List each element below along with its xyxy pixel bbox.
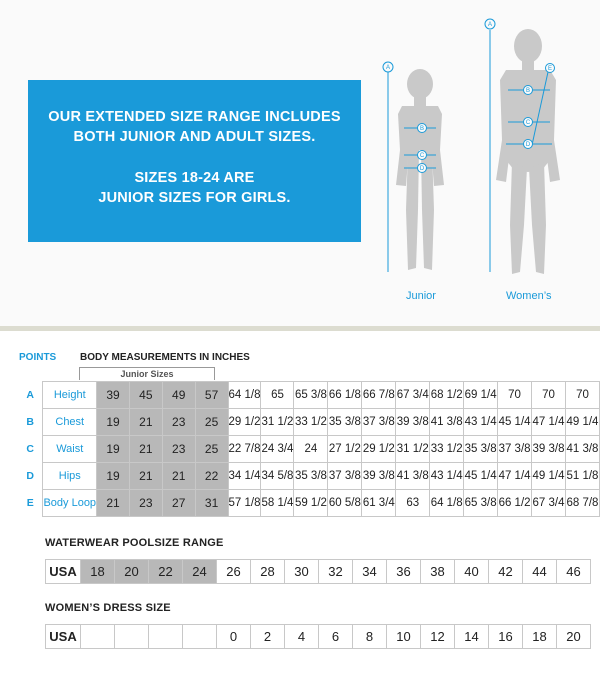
measurement-label: Waist xyxy=(43,436,97,463)
measurement-cell: 31 xyxy=(195,490,228,517)
measurement-cell: 41 3/8 xyxy=(565,436,599,463)
banner-line: OUR EXTENDED SIZE RANGE INCLUDES xyxy=(48,109,341,125)
adult-size-cell: 42 xyxy=(489,560,523,584)
body-measurements-header: BODY MEASUREMENTS IN INCHES xyxy=(80,352,250,363)
body-measurements-table xyxy=(18,381,600,517)
measurement-cell: 70 xyxy=(498,382,532,409)
womens-marker-b: B xyxy=(525,88,531,94)
junior-size-cell xyxy=(183,625,217,649)
measurement-cell: 29 1/2 xyxy=(362,436,396,463)
waterwear-size-table xyxy=(45,559,591,584)
measurement-cell: 59 1/2 xyxy=(294,490,328,517)
adult-size-cell: 26 xyxy=(217,560,251,584)
adult-size-cell: 36 xyxy=(387,560,421,584)
measurement-cell: 70 xyxy=(565,382,599,409)
measurement-cell: 39 xyxy=(97,382,130,409)
measurement-cell: 61 3/4 xyxy=(362,490,396,517)
junior-size-cell xyxy=(81,625,115,649)
measurement-cell: 67 3/4 xyxy=(532,490,566,517)
junior-marker-d: D xyxy=(419,166,425,172)
point-letter: C xyxy=(26,443,35,455)
adult-size-cell: 2 xyxy=(251,625,285,649)
usa-label: USA xyxy=(46,560,81,584)
junior-marker-b: B xyxy=(419,126,425,132)
table-row xyxy=(18,409,600,436)
banner-line: SIZES 18-24 ARE xyxy=(134,170,255,186)
measurement-cell: 23 xyxy=(129,490,162,517)
junior-size-cell xyxy=(149,625,183,649)
adult-size-cell: 44 xyxy=(523,560,557,584)
measurement-cell: 39 3/8 xyxy=(532,436,566,463)
measurement-cell: 45 1/4 xyxy=(498,409,532,436)
body-figures xyxy=(370,10,590,285)
measurement-cell: 60 5/8 xyxy=(328,490,362,517)
measurement-cell: 58 1/4 xyxy=(261,490,294,517)
measurement-cell: 31 1/2 xyxy=(396,436,430,463)
points-header: POINTS xyxy=(19,352,57,363)
point-letter: A xyxy=(26,389,35,401)
junior-size-cell: 20 xyxy=(115,560,149,584)
adult-size-cell: 4 xyxy=(285,625,319,649)
measurement-cell: 19 xyxy=(97,436,130,463)
measurement-cell: 66 1/2 xyxy=(498,490,532,517)
table-row xyxy=(46,625,591,649)
junior-size-cell: 18 xyxy=(81,560,115,584)
measurement-cell: 37 3/8 xyxy=(328,463,362,490)
measurement-cell: 22 7/8 xyxy=(228,436,261,463)
measurement-cell: 27 xyxy=(162,490,195,517)
measurement-cell: 49 1/4 xyxy=(532,463,566,490)
junior-figure-label: Junior xyxy=(406,290,436,302)
adult-size-cell: 12 xyxy=(421,625,455,649)
measurement-cell: 19 xyxy=(97,409,130,436)
measurement-cell: 65 3/8 xyxy=(294,382,328,409)
measurement-cell: 37 3/8 xyxy=(362,409,396,436)
measurement-cell: 21 xyxy=(162,463,195,490)
measurement-cell: 66 1/8 xyxy=(328,382,362,409)
measurement-cell: 23 xyxy=(162,409,195,436)
point-letter: D xyxy=(26,470,35,482)
measurement-cell: 57 1/8 xyxy=(228,490,261,517)
womens-marker-e: E xyxy=(547,66,553,72)
measurement-cell: 66 7/8 xyxy=(362,382,396,409)
measurement-cell: 45 xyxy=(129,382,162,409)
measurement-cell: 51 1/8 xyxy=(565,463,599,490)
measurement-cell: 21 xyxy=(129,436,162,463)
measurement-cell: 31 1/2 xyxy=(261,409,294,436)
measurement-cell: 63 xyxy=(396,490,430,517)
adult-size-cell: 46 xyxy=(557,560,591,584)
measurement-label: Height xyxy=(43,382,97,409)
junior-marker-c: C xyxy=(419,153,425,159)
measurement-cell: 27 1/2 xyxy=(328,436,362,463)
womens-marker-d: D xyxy=(525,142,531,148)
measurement-label: Hips xyxy=(43,463,97,490)
measurement-cell: 25 xyxy=(195,436,228,463)
measurement-cell: 35 3/8 xyxy=(464,436,498,463)
junior-size-cell xyxy=(115,625,149,649)
adult-size-cell: 18 xyxy=(523,625,557,649)
table-row xyxy=(18,490,600,517)
adult-size-cell: 16 xyxy=(489,625,523,649)
usa-label: USA xyxy=(46,625,81,649)
measurement-label: Chest xyxy=(43,409,97,436)
adult-size-cell: 30 xyxy=(285,560,319,584)
measurement-cell: 41 3/8 xyxy=(430,409,464,436)
junior-sizes-label: Junior Sizes xyxy=(79,367,215,380)
measurement-cell: 65 xyxy=(261,382,294,409)
adult-size-cell: 14 xyxy=(455,625,489,649)
measurement-cell: 25 xyxy=(195,409,228,436)
measurement-cell: 21 xyxy=(97,490,130,517)
adult-size-cell: 40 xyxy=(455,560,489,584)
dress-size-table xyxy=(45,624,591,649)
measurement-cell: 39 3/8 xyxy=(396,409,430,436)
measurement-cell: 33 1/2 xyxy=(294,409,328,436)
junior-size-cell: 24 xyxy=(183,560,217,584)
table-row xyxy=(18,382,600,409)
adult-size-cell: 10 xyxy=(387,625,421,649)
womens-marker-a: A xyxy=(487,22,493,28)
measurement-cell: 57 xyxy=(195,382,228,409)
banner-line: BOTH JUNIOR AND ADULT SIZES. xyxy=(73,129,316,145)
info-banner xyxy=(28,80,361,242)
measurement-cell: 68 1/2 xyxy=(430,382,464,409)
banner-line: JUNIOR SIZES FOR GIRLS. xyxy=(98,190,291,206)
measurement-cell: 41 3/8 xyxy=(396,463,430,490)
measurement-cell: 67 3/4 xyxy=(396,382,430,409)
measurement-cell: 19 xyxy=(97,463,130,490)
measurement-cell: 47 1/4 xyxy=(532,409,566,436)
womens-marker-c: C xyxy=(525,120,531,126)
point-letter: B xyxy=(26,416,35,428)
adult-size-cell: 20 xyxy=(557,625,591,649)
measurement-cell: 70 xyxy=(532,382,566,409)
measurement-cell: 64 1/8 xyxy=(430,490,464,517)
measurement-cell: 43 1/4 xyxy=(464,409,498,436)
junior-size-cell: 22 xyxy=(149,560,183,584)
measurement-cell: 47 1/4 xyxy=(498,463,532,490)
measurement-cell: 35 3/8 xyxy=(328,409,362,436)
waterwear-title: WATERWEAR POOLSIZE RANGE xyxy=(45,537,224,549)
measurement-cell: 37 3/8 xyxy=(498,436,532,463)
junior-marker-a: A xyxy=(385,65,391,71)
table-row xyxy=(18,436,600,463)
measurement-cell: 24 xyxy=(294,436,328,463)
adult-size-cell: 32 xyxy=(319,560,353,584)
measurement-cell: 43 1/4 xyxy=(430,463,464,490)
measurement-cell: 23 xyxy=(162,436,195,463)
adult-size-cell: 34 xyxy=(353,560,387,584)
adult-size-cell: 0 xyxy=(217,625,251,649)
point-letter: E xyxy=(26,497,34,509)
measurement-cell: 69 1/4 xyxy=(464,382,498,409)
womens-figure-label: Women’s xyxy=(506,290,552,302)
measurement-cell: 64 1/8 xyxy=(228,382,261,409)
measurement-cell: 39 3/8 xyxy=(362,463,396,490)
measurement-cell: 21 xyxy=(129,409,162,436)
dress-size-title: WOMEN’S DRESS SIZE xyxy=(45,602,171,614)
section-divider xyxy=(0,326,600,331)
table-row xyxy=(46,560,591,584)
measurement-cell: 24 3/4 xyxy=(261,436,294,463)
measurement-cell: 49 1/4 xyxy=(565,409,599,436)
adult-size-cell: 8 xyxy=(353,625,387,649)
adult-size-cell: 38 xyxy=(421,560,455,584)
measurement-cell: 21 xyxy=(129,463,162,490)
measurement-cell: 35 3/8 xyxy=(294,463,328,490)
measurement-cell: 49 xyxy=(162,382,195,409)
measurement-cell: 34 5/8 xyxy=(261,463,294,490)
adult-size-cell: 28 xyxy=(251,560,285,584)
junior-height-line xyxy=(383,62,393,272)
measurement-cell: 45 1/4 xyxy=(464,463,498,490)
measurement-cell: 22 xyxy=(195,463,228,490)
adult-size-cell: 6 xyxy=(319,625,353,649)
measurement-cell: 29 1/2 xyxy=(228,409,261,436)
measurement-label: Body Loop xyxy=(43,490,97,517)
measurement-cell: 65 3/8 xyxy=(464,490,498,517)
measurement-cell: 33 1/2 xyxy=(430,436,464,463)
measurement-cell: 34 1/4 xyxy=(228,463,261,490)
table-row xyxy=(18,463,600,490)
measurement-cell: 68 7/8 xyxy=(565,490,599,517)
